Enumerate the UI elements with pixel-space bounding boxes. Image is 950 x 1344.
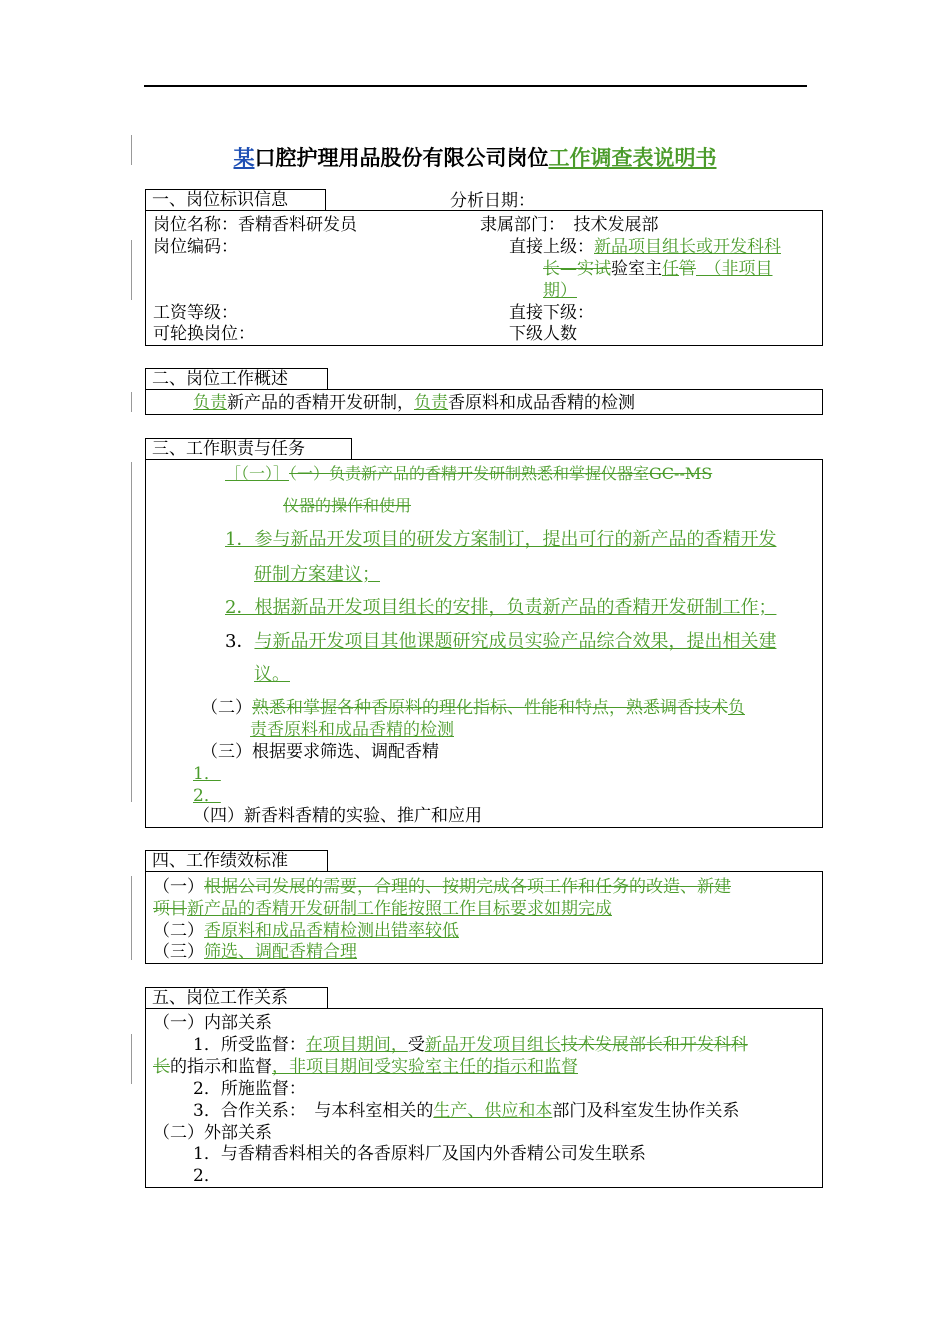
post-name-label: 岗位名称：香精香料研发员 [153, 215, 357, 235]
title-suffix: 工作调查表说明书 [548, 145, 717, 170]
subordinate-count-label: 下级人数 [509, 324, 577, 344]
duty-3-item-2: 2． [193, 786, 221, 806]
department-label: 隶属部门： 技术发展部 [480, 215, 659, 235]
standard-3: （三）筛选、调配香精合理 [153, 942, 357, 962]
header-rule [144, 85, 807, 87]
supervisor-line: 直接上级：新品项目组长或开发科科 [509, 237, 781, 257]
duty-1-item-3: 3．与新品开发项目其他课题研究成员实验产品综合效果，提出相关建 [225, 631, 777, 652]
title-prefix: 某 [233, 145, 255, 170]
duty-3-item-1: 1． [193, 764, 221, 784]
duty-2: （二）熟悉和掌握各种香原料的理化指标、性能和特点，熟悉调香技术负 [201, 698, 745, 718]
change-bar [131, 876, 132, 960]
page-title [0, 142, 950, 172]
supervisor-line-2: 长—实试验室主任管 （非项目 [543, 259, 773, 279]
duty-1-item-3-cont: 议。 [254, 664, 290, 685]
supervisor-line-3: 期） [543, 281, 577, 301]
subordinate-label: 直接下级： [509, 303, 594, 323]
relation-2: 2．所施监督： [193, 1079, 306, 1099]
analysis-date-label: 分析日期： [450, 191, 535, 211]
section3-tab: 三、工作职责与任务 [145, 438, 352, 460]
internal-relations: （一）内部关系 [153, 1013, 272, 1033]
standard-1: （一）根据公司发展的需要，合理的、按期完成各项工作和任务的改造、新建 [153, 877, 731, 897]
overview-text: 负责新产品的香精开发研制，负责香原料和成品香精的检测 [193, 393, 635, 413]
external-relation-2: 2． [193, 1166, 221, 1186]
duty-1-item-1-cont: 研制方案建议； [254, 564, 380, 585]
section4-tab: 四、工作绩效标准 [145, 850, 328, 872]
duty-4: （四）新香料香精的实验、推广和应用 [193, 806, 482, 826]
duty-1-heading-cont: 仪器的操作和使用 [283, 496, 412, 515]
external-relation-1: 1．与香精香料相关的各香原料厂及国内外香精公司发生联系 [193, 1144, 646, 1164]
duty-1-heading: ［（一）］（一）负责新产品的香精开发研制熟悉和掌握仪器室GC--MS [225, 464, 713, 483]
external-relations: （二）外部关系 [153, 1123, 272, 1143]
standard-2: （二）香原料和成品香精检测出错率较低 [153, 921, 459, 941]
post-code-label: 岗位编码： [153, 237, 238, 257]
relation-3: 3．合作关系： 与本科室相关的生产、供应和本部门及科室发生协作关系 [193, 1101, 740, 1121]
change-bar [131, 135, 132, 165]
duty-2-cont: 责香原料和成品香精的检测 [250, 720, 454, 740]
change-bar [131, 1034, 132, 1084]
change-bar [131, 462, 132, 802]
change-bar [131, 392, 132, 412]
section2-tab: 二、岗位工作概述 [145, 368, 328, 390]
duty-3: （三）根据要求筛选、调配香精 [201, 742, 439, 762]
rotation-label: 可轮换岗位： [153, 324, 255, 344]
section5-tab: 五、岗位工作关系 [145, 987, 328, 1009]
pay-grade-label: 工资等级： [153, 303, 238, 323]
relation-1-cont: 长的指示和监督，非项目期间受实验室主任的指示和监督 [153, 1057, 578, 1077]
post-name-value: 香精香料研发员 [238, 215, 357, 235]
department-value: 技术发展部 [573, 215, 659, 235]
change-bar [131, 240, 132, 300]
section1-tab: 一、岗位标识信息 [145, 189, 326, 211]
duty-1-item-2: 2．根据新品开发项目组长的安排，负责新产品的香精开发研制工作； [225, 597, 777, 618]
standard-1-cont: 项目新产品的香精开发研制工作能按照工作目标要求如期完成 [153, 899, 612, 919]
duty-1-item-1: 1．参与新品开发项目的研发方案制订，提出可行的新产品的香精开发 [225, 529, 777, 550]
relation-1: 1．所受监督：在项目期间，受新品开发项目组长技术发展部长和开发科科 [193, 1035, 748, 1055]
title-main: 口腔护理用品股份有限公司岗位 [254, 145, 549, 170]
